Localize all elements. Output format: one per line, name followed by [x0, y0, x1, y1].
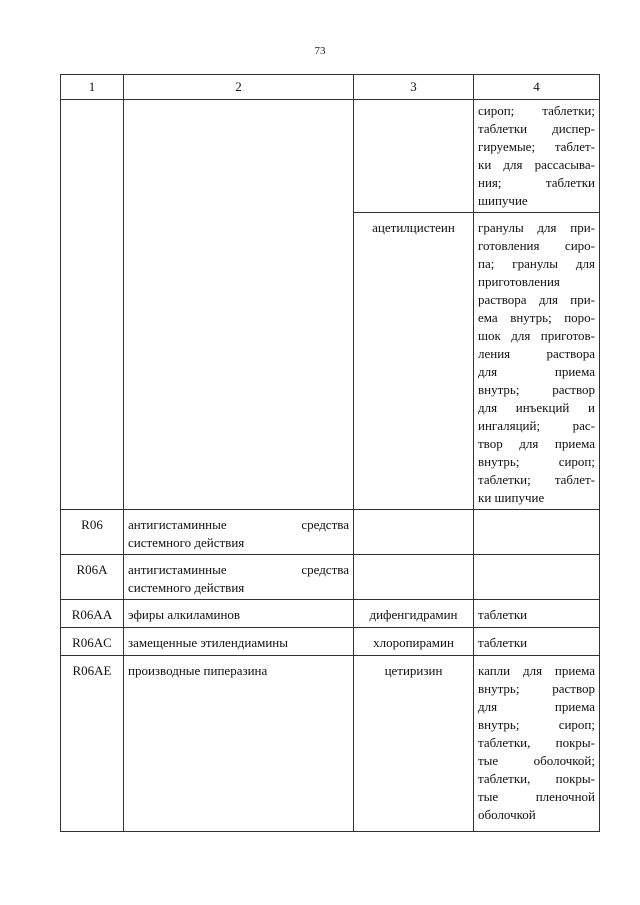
group-name-cell: [124, 656, 354, 832]
group-name-cell: [124, 628, 354, 656]
text-line: ления раствора: [478, 346, 595, 361]
table-row: [61, 600, 600, 628]
text-line: производные пиперазина: [128, 663, 268, 678]
dosage-form-cell: [474, 510, 600, 555]
code-cell: R06A: [61, 555, 124, 600]
text-line: твор для приема: [478, 436, 595, 451]
group-name-cell: [124, 600, 354, 628]
text-line: тые пленочной: [478, 789, 595, 804]
dosage-form-cell: [474, 656, 600, 832]
dosage-form-cell: [474, 213, 600, 510]
drug-cell: ацетилцистеин: [354, 213, 474, 510]
table-row: [61, 628, 600, 656]
drug-cell: цетиризин: [354, 656, 474, 832]
text-line: внутрь; сироп;: [478, 717, 595, 732]
text-line: гранулы для при-: [478, 220, 595, 235]
text-line: па; гранулы для: [478, 256, 595, 271]
drug-cell: хлоропирамин: [354, 628, 474, 656]
table-row: [61, 100, 600, 213]
text-line: системного действия: [128, 535, 245, 550]
drug-cell: дифенгидрамин: [354, 600, 474, 628]
dosage-form-cell: [474, 555, 600, 600]
text-line: внутрь; раствор: [478, 382, 595, 397]
dosage-form-cell: [474, 600, 600, 628]
text-line: антигистаминные средства: [128, 562, 349, 577]
column-header-3: 3: [354, 75, 474, 100]
text-line: приготовления: [478, 274, 560, 289]
table-row: [61, 510, 600, 555]
text-line: раствора для при-: [478, 292, 595, 307]
text-line: тые оболочкой;: [478, 753, 595, 768]
text-line: внутрь; сироп;: [478, 454, 595, 469]
text-line: таблетки: [478, 607, 528, 622]
table-header-row: [61, 75, 600, 100]
text-line: таблетки, покры-: [478, 735, 595, 750]
text-line: ния; таблетки: [478, 175, 595, 190]
code-cell: R06AC: [61, 628, 124, 656]
text-line: оболочкой: [478, 807, 536, 822]
text-line: шок для приготов-: [478, 328, 595, 343]
text-line: ки для рассасыва-: [478, 157, 595, 172]
dosage-form-cell: [474, 628, 600, 656]
code-cell: [61, 100, 124, 510]
code-cell: R06: [61, 510, 124, 555]
text-line: готовления сиро-: [478, 238, 595, 253]
table-row: [61, 555, 600, 600]
text-line: для приема: [478, 364, 595, 379]
text-line: антигистаминные средства: [128, 517, 349, 532]
group-name-cell: [124, 510, 354, 555]
drug-cell: [354, 510, 474, 555]
group-name-cell: [124, 100, 354, 510]
text-line: системного действия: [128, 580, 245, 595]
code-cell: R06AE: [61, 656, 124, 832]
text-line: замещенные этилендиамины: [128, 635, 288, 650]
text-line: таблетки: [478, 635, 528, 650]
column-header-2: 2: [124, 75, 354, 100]
text-line: таблетки диспер-: [478, 121, 595, 136]
text-line: эфиры алкиламинов: [128, 607, 241, 622]
text-line: капли для приема: [478, 663, 595, 678]
text-line: таблетки, покры-: [478, 771, 595, 786]
text-line: таблетки; таблет-: [478, 472, 595, 487]
column-header-4: 4: [474, 75, 600, 100]
dosage-form-cell: [474, 100, 600, 213]
column-header-1: 1: [61, 75, 124, 100]
medications-table: [60, 74, 600, 832]
drug-cell: [354, 100, 474, 213]
table-row: [61, 656, 600, 832]
text-line: сироп; таблетки;: [478, 103, 595, 118]
text-line: шипучие: [478, 193, 528, 208]
drug-cell: [354, 555, 474, 600]
text-line: внутрь; раствор: [478, 681, 595, 696]
text-line: ки шипучие: [478, 490, 545, 505]
page-number: 73: [314, 45, 326, 57]
group-name-cell: [124, 555, 354, 600]
text-line: гируемые; таблет-: [478, 139, 595, 154]
text-line: ема внутрь; поро-: [478, 310, 595, 325]
text-line: для инъекций и: [478, 400, 595, 415]
code-cell: R06AA: [61, 600, 124, 628]
text-line: ингаляций; рас-: [478, 418, 595, 433]
text-line: для приема: [478, 699, 595, 714]
